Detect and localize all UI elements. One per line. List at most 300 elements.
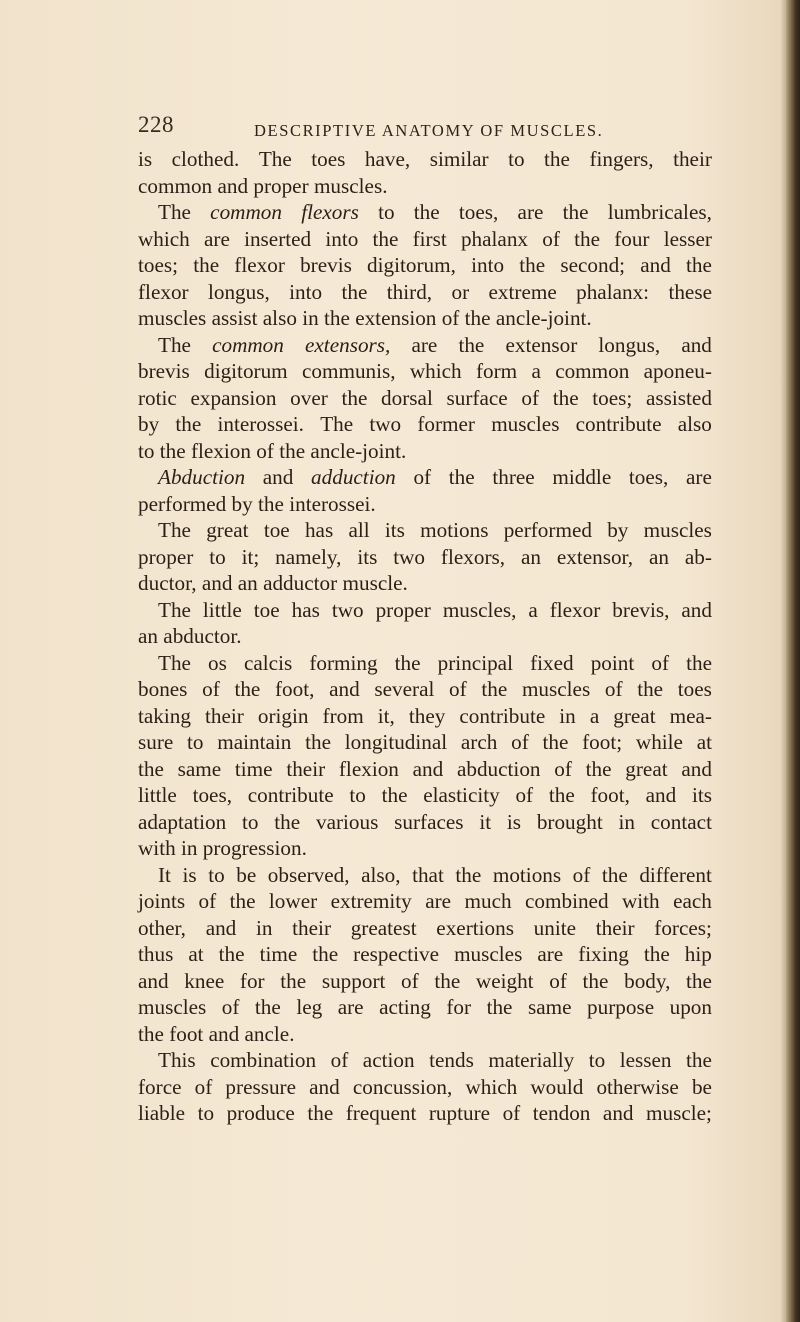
word: while xyxy=(635,730,683,754)
word: motions xyxy=(420,518,489,542)
word: the xyxy=(574,226,600,251)
word: extension xyxy=(355,306,437,330)
word: greatest xyxy=(350,915,417,940)
text-line xyxy=(138,703,712,730)
word: with xyxy=(138,836,176,860)
word: the xyxy=(280,968,307,993)
word: into xyxy=(289,279,323,304)
word: the xyxy=(279,438,306,463)
word: has xyxy=(291,597,320,622)
word: ancle-joint. xyxy=(495,306,592,330)
word: and xyxy=(309,1074,340,1099)
word: brevis xyxy=(300,253,352,277)
word: foot, xyxy=(590,783,630,807)
word: the xyxy=(258,491,284,516)
word: muscles xyxy=(138,306,207,330)
text-line xyxy=(138,411,712,438)
word: toe xyxy=(263,518,290,542)
word: contribute xyxy=(575,412,662,436)
word: time xyxy=(234,756,273,781)
word: the xyxy=(324,306,350,330)
word: pressure xyxy=(225,1074,297,1099)
word: of xyxy=(221,995,240,1019)
text-line xyxy=(138,782,712,809)
word: various xyxy=(315,809,379,834)
word: the xyxy=(175,412,202,436)
word: the xyxy=(341,279,368,304)
word: ductor, xyxy=(138,571,197,595)
word: the xyxy=(234,677,261,701)
word: and xyxy=(645,783,677,807)
word: foot; xyxy=(582,730,623,754)
word: to xyxy=(508,147,525,171)
word: brevis xyxy=(138,359,190,383)
text-line xyxy=(138,146,712,173)
word: are xyxy=(411,332,438,357)
word: muscles xyxy=(521,677,591,701)
word: the xyxy=(138,1021,164,1046)
word: it xyxy=(479,809,492,834)
word: middle xyxy=(552,465,612,489)
word: of xyxy=(256,438,274,463)
word: the xyxy=(307,1101,334,1125)
word: muscles xyxy=(138,995,207,1019)
word: surface xyxy=(446,385,508,410)
word: into xyxy=(325,226,359,251)
word: the xyxy=(138,756,164,781)
word: adductor xyxy=(263,571,338,595)
word: or xyxy=(451,279,470,304)
word: toe xyxy=(253,597,280,622)
word: two xyxy=(331,597,364,622)
word: which xyxy=(138,226,190,251)
word: extremity xyxy=(330,889,412,913)
word: the xyxy=(305,730,332,754)
word: thus xyxy=(138,942,174,966)
word: clothed. xyxy=(171,147,240,171)
word: origin xyxy=(257,703,309,728)
word: knee xyxy=(184,968,225,993)
text-line xyxy=(138,385,712,412)
word: bones xyxy=(138,677,188,701)
word: performed xyxy=(138,491,227,516)
word: of xyxy=(441,306,460,330)
word: also xyxy=(262,306,297,330)
word: a xyxy=(531,359,541,383)
text-line xyxy=(138,1074,712,1101)
word: its xyxy=(357,544,378,569)
word: are xyxy=(537,942,564,966)
word: it; xyxy=(241,544,260,569)
text-line xyxy=(138,199,712,226)
word: and xyxy=(681,597,712,622)
word: and xyxy=(201,571,233,595)
word: the xyxy=(637,677,664,701)
word: longus, xyxy=(207,279,270,304)
word: in xyxy=(302,306,319,330)
text-line xyxy=(138,835,712,862)
text-line xyxy=(138,888,712,915)
word: rotic xyxy=(138,385,177,410)
text-line xyxy=(138,915,712,942)
word: also xyxy=(677,412,712,436)
text-line xyxy=(138,729,712,756)
word: in xyxy=(180,836,198,860)
word: principal xyxy=(437,650,513,675)
word: common xyxy=(212,332,284,357)
word: toes; xyxy=(138,253,179,277)
text-line xyxy=(138,676,712,703)
word: the xyxy=(455,862,482,887)
word: muscles xyxy=(643,518,712,542)
word: point xyxy=(590,650,635,675)
word: the xyxy=(229,889,256,913)
word: and xyxy=(217,173,249,198)
word: the xyxy=(372,226,399,251)
text-line xyxy=(138,1047,712,1074)
word: proper xyxy=(375,597,431,622)
word: common xyxy=(555,359,630,383)
word: would xyxy=(530,1074,584,1099)
word: for xyxy=(446,995,472,1019)
word: combined xyxy=(525,889,609,913)
word: an xyxy=(520,544,541,569)
word: The xyxy=(158,332,191,357)
text-line xyxy=(138,279,712,306)
word: an xyxy=(237,571,258,595)
word: form xyxy=(475,359,518,383)
word: joints xyxy=(138,889,186,913)
word: muscles xyxy=(454,942,523,966)
word: to xyxy=(378,200,395,224)
text-line xyxy=(138,173,712,200)
word: much xyxy=(464,889,512,913)
word: common xyxy=(138,173,213,198)
word: leg xyxy=(296,995,323,1019)
word: at xyxy=(188,942,204,966)
word: muscles xyxy=(491,412,560,436)
word: lumbricales, xyxy=(607,200,712,224)
text-line xyxy=(138,332,712,359)
word: the xyxy=(686,253,712,277)
word: great xyxy=(206,518,249,542)
word: ancle. xyxy=(244,1021,295,1046)
word: in xyxy=(255,915,273,940)
word: the xyxy=(434,968,461,993)
word: of xyxy=(604,677,623,701)
word: of xyxy=(572,862,591,887)
word: are xyxy=(425,889,452,913)
word: is xyxy=(506,809,522,834)
word: the xyxy=(159,438,186,463)
word: is xyxy=(138,147,153,171)
word: The xyxy=(158,518,191,542)
word: of xyxy=(549,968,567,993)
word: an xyxy=(648,544,669,569)
word: The xyxy=(158,650,191,675)
text-line xyxy=(138,623,712,650)
word: frequent xyxy=(345,1101,417,1125)
word: flexion xyxy=(190,438,251,463)
word: upon xyxy=(669,995,712,1019)
word: produce xyxy=(226,1101,295,1125)
word: the xyxy=(481,677,508,701)
word: It xyxy=(158,862,171,887)
word: communis, xyxy=(301,359,396,383)
word: namely, xyxy=(275,544,342,569)
word: proper xyxy=(138,544,194,569)
word: adaptation xyxy=(138,809,227,834)
word: of xyxy=(651,650,670,675)
text-line xyxy=(138,862,712,889)
word: Abduction xyxy=(158,465,246,489)
word: the xyxy=(519,253,546,277)
word: body, xyxy=(624,968,671,993)
word: purpose xyxy=(587,995,655,1019)
word: which xyxy=(409,359,462,383)
word: the xyxy=(643,942,670,966)
word: to xyxy=(209,544,226,569)
word: common xyxy=(210,200,282,224)
word: and xyxy=(640,253,671,277)
text-line xyxy=(138,597,712,624)
word: by xyxy=(607,518,629,542)
word: similar xyxy=(429,147,489,171)
word: the xyxy=(448,465,475,489)
text-line xyxy=(138,226,712,253)
word: extensor xyxy=(505,332,578,357)
word: are xyxy=(686,465,712,489)
word: to xyxy=(197,1101,215,1125)
word: they xyxy=(408,703,446,728)
word: unite xyxy=(533,915,577,940)
word: the xyxy=(218,942,245,966)
word: and xyxy=(208,1021,240,1046)
text-line xyxy=(138,464,712,491)
word: observed, xyxy=(267,862,350,887)
word: the xyxy=(542,730,569,754)
word: flexor xyxy=(234,253,285,277)
word: that xyxy=(412,862,444,887)
word: the xyxy=(254,995,281,1019)
text-line xyxy=(138,517,712,544)
word: at xyxy=(696,730,712,754)
word: forming xyxy=(309,650,378,675)
word: interossei. xyxy=(217,412,304,436)
word: has xyxy=(304,518,334,542)
word: otherwise xyxy=(596,1074,679,1099)
word: the xyxy=(381,783,408,807)
word: the xyxy=(274,809,301,834)
word: This xyxy=(158,1048,196,1072)
word: contribute xyxy=(459,703,546,728)
word: fingers, xyxy=(589,147,654,171)
word: their xyxy=(292,915,331,940)
word: the xyxy=(585,756,612,781)
running-head: DESCRIPTIVE ANATOMY OF MUSCLES. xyxy=(254,121,604,140)
word: in xyxy=(559,703,576,728)
word: of xyxy=(502,1101,521,1125)
word: brevis, xyxy=(612,597,670,622)
word: and xyxy=(602,1101,634,1125)
word: brought xyxy=(536,809,603,834)
word: its xyxy=(691,783,712,807)
word: toes, xyxy=(628,465,669,489)
word: of xyxy=(521,385,540,410)
word: foot xyxy=(169,1021,204,1046)
word: different xyxy=(639,862,712,887)
text-line xyxy=(138,305,712,332)
word: by xyxy=(231,491,253,516)
word: their xyxy=(673,147,712,171)
word: are xyxy=(337,995,364,1019)
word: time xyxy=(259,942,298,966)
word: and xyxy=(681,756,712,781)
word: their xyxy=(595,915,635,940)
text-line xyxy=(138,252,712,279)
word: lower xyxy=(268,889,318,913)
word: The xyxy=(158,200,191,224)
word: other, xyxy=(138,915,186,940)
word: little xyxy=(138,783,177,807)
word: be xyxy=(691,1074,712,1099)
text-line xyxy=(138,1100,712,1127)
word: force xyxy=(138,1074,182,1099)
word: of xyxy=(330,1048,349,1072)
word: The xyxy=(158,597,191,622)
word: their xyxy=(286,756,326,781)
page-header xyxy=(138,112,698,142)
word: of xyxy=(413,465,432,489)
word: the xyxy=(193,253,220,277)
word: interossei. xyxy=(289,491,376,516)
body-text xyxy=(138,146,712,1127)
word: the xyxy=(686,650,712,675)
word: the xyxy=(341,385,368,410)
word: The xyxy=(320,412,354,436)
word: maintain xyxy=(217,730,292,754)
word: in xyxy=(618,809,635,834)
word: of xyxy=(202,677,220,701)
word: the xyxy=(413,200,440,224)
word: of xyxy=(542,226,560,251)
word: of xyxy=(198,889,217,913)
word: the xyxy=(544,147,570,171)
word: its xyxy=(384,518,405,542)
word: second; xyxy=(560,253,626,277)
word: forces; xyxy=(654,915,712,940)
word: dorsal xyxy=(381,385,433,410)
word: toes xyxy=(311,147,346,171)
word: sure xyxy=(138,730,174,754)
word: performed xyxy=(503,518,592,542)
word: all xyxy=(348,518,370,542)
word: and xyxy=(138,968,169,993)
word: same xyxy=(527,995,572,1019)
word: third, xyxy=(386,279,433,304)
word: elasticity xyxy=(423,783,500,807)
text-line xyxy=(138,1021,712,1048)
word: of xyxy=(554,756,572,781)
word: same xyxy=(177,756,222,781)
word: is xyxy=(182,862,197,887)
word: action xyxy=(362,1048,415,1072)
word: the xyxy=(486,995,513,1019)
word: their xyxy=(205,703,244,728)
word: hip xyxy=(684,942,712,966)
word: the xyxy=(552,385,579,410)
word: contact xyxy=(650,809,712,834)
word: aponeu- xyxy=(643,359,712,383)
word: lesser xyxy=(663,226,712,251)
word: which xyxy=(465,1074,518,1099)
word: calcis xyxy=(243,650,293,675)
word: of xyxy=(194,1074,213,1099)
word: into xyxy=(471,253,505,277)
word: exertions xyxy=(436,915,514,940)
word: surfaces xyxy=(394,809,464,834)
word: toes xyxy=(677,677,712,701)
word: little xyxy=(202,597,242,622)
word: of xyxy=(401,968,419,993)
word: mea- xyxy=(669,703,712,728)
page-edge xyxy=(786,0,800,1322)
word: flexors xyxy=(301,200,359,224)
word: the xyxy=(464,306,491,330)
word: great xyxy=(613,703,656,728)
word: support xyxy=(321,968,386,993)
word: to xyxy=(349,783,366,807)
word: also, xyxy=(361,862,401,887)
word: and xyxy=(412,756,444,781)
word: it, xyxy=(377,703,395,728)
word: proper xyxy=(253,173,309,198)
word: and xyxy=(262,465,294,489)
word: tendon xyxy=(532,1101,591,1125)
word: to xyxy=(242,809,259,834)
word: over xyxy=(290,385,328,410)
text-line xyxy=(138,756,712,783)
word: the xyxy=(582,968,609,993)
word: the xyxy=(312,942,339,966)
word: flexors, xyxy=(440,544,506,569)
word: digitorum xyxy=(204,359,288,383)
page-number: 228 xyxy=(138,112,174,137)
word: muscle. xyxy=(342,571,408,595)
word: and xyxy=(681,332,712,357)
word: muscles. xyxy=(313,173,388,198)
word: lessen xyxy=(619,1048,672,1072)
word: the xyxy=(686,1048,712,1072)
word: to xyxy=(138,438,155,463)
word: have, xyxy=(364,147,411,171)
word: muscle; xyxy=(646,1101,712,1125)
text-line xyxy=(138,358,712,385)
word: tends xyxy=(429,1048,474,1072)
text-line xyxy=(138,809,712,836)
text-line xyxy=(138,994,712,1021)
text-line xyxy=(138,968,712,995)
word: respective xyxy=(353,942,440,966)
text-line xyxy=(138,941,712,968)
word: and xyxy=(205,915,237,940)
word: great xyxy=(625,756,668,781)
word: weight xyxy=(475,968,534,993)
word: of xyxy=(515,783,534,807)
word: ancle-joint. xyxy=(310,438,407,463)
word: progression. xyxy=(202,836,307,860)
word: taking xyxy=(138,703,191,728)
